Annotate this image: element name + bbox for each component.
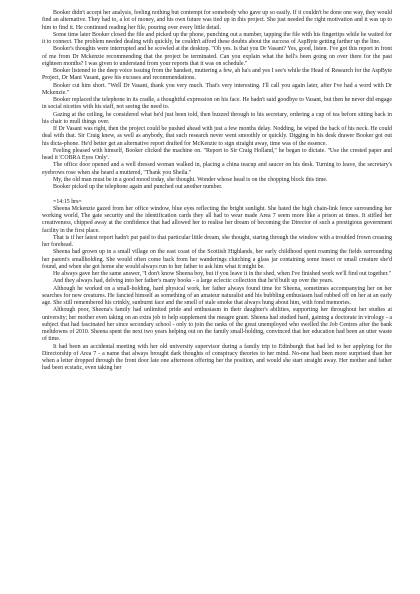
paragraph-9: Feeling pleased with himself, Booker clicked the machine on. "Report to Sir Craig Holland," he began to dictate. "Use the crested paper and head it 'COBRA Eyes Only'. <box>42 147 392 161</box>
paragraph-2: Some time later Booker closed the file and picked up the phone, punching out a number, tapping the file with his fingertips while he waited for it to connect. The problem needed dealing with quickly, he couldn't afford these doubts about the success of AspByte getting farther up the line. <box>42 31 392 45</box>
paragraph-5: Booker cut him short. "Well Dr Vasant, thank you very much. That's very interesting. I'll call you again later, after I've had a word with Dr Mckenzie." <box>42 82 392 96</box>
paragraph-14: That is if her latest report hadn't put paid to that particular little dream, she thought, staring through the window with a troubled frown creasing her forehead. <box>42 234 392 248</box>
paragraph-8: If Dr Vasant was right, then the project could be pushed ahead with just a few months delay. Nodding, he wiped the back of his neck. He could deal with that. Sir Craig knew, as well as anybody, that such research never went smoothly or quickly. Digging in his desk drawer Booker got out his dicta-phone. He'd better get an alternative report drafted for McKenzie to sign straight away, time was of the essence. <box>42 126 392 147</box>
paragraph-7: Gazing at the ceiling, he considered what he'd just been told, then buzzed through to his secretary, ordering a cup of tea before sitting back in his chair to mull things over. <box>42 111 392 125</box>
paragraph-6: Booker replaced the telephone in its cradle, a thoughtful expression on his face. He hadn't said goodbye to Vasant, but then he never did engage in social niceties with his staff, not seeing the need to. <box>42 97 392 111</box>
paragraph-15: Sheena had grown up in a small village on the east coast of the Scottish Highlands, her early childhood spent roaming the fields surrounding her parent's smallholding. She would often come back from her wanderings clutching a glass jar containing some insect or small creature she'd found, and when she got home she would always run to her father to ask him what it might be. <box>42 249 392 270</box>
paragraph-18: Although he worked on a small-holding, hard physical work, her father always found time for Sheena, sometimes accompanying her on her searches for new creatures. He fancied himself as something of an amateur naturalist and his bubbling enthusiasm had rubbed off on her at an early age. She still remembered his crinkly, sunburnt face and the smell of stale smoke that always hung about him, with fond memories. <box>42 285 392 306</box>
paragraph-4: Booker listened to the deep voice issuing from the handset, muttering a few, ah ha's and yes I see's while the Head of Research for the AspByte Project, Dr Mani Vasant, gave his excuses and recommendations. <box>42 68 392 82</box>
paragraph-1: Booker didn't accept her analysis, feeling nothing but contempt for somebody who gave up so easily. If it couldn't be done one way, they would find an alternative. They had to, a lot of money, and his own future was tied up in this project. She just needed the right motivation and it was up to him to find it. He continued reading her file, pouring over every little detail. <box>42 10 392 31</box>
scene-break-timestamp: =14:15 hrs= <box>53 198 82 205</box>
paragraph-19: Although poor, Sheena's family had unlimited pride and enthusiasm in their daughter's abilities, supporting her throughout her studies at university; her mother even taking on an extra job to help supplement the meagre grant. Sheena had studied hard, gaining a doctorate in virology - a subject that had fascinated her since secondary school - only to join the ranks of the great unemployed who swelled the Job Centres after the bank meltdowns of 2010. Sheena spent the next two years helping out on the family small-holding, convinced that her education had been an utter waste of time. <box>42 307 392 343</box>
paragraph-10: The office door opened and a well dressed woman walked in, placing a china teacup and saucer on his desk. Turning to leave, the secretary's eyebrows rose when she heard a muttered, "Thank you Sheila." <box>42 162 392 176</box>
paragraph-17: And they always had, delving into her father's many books - a large eclectic collection that he'd built up over the years. <box>53 278 334 285</box>
paragraph-13: Sheena Mckenzie gazed from her office window, blue eyes reflecting the bright sunlight. She hated the high chain-link fence surrounding her working world, The gate security and the identification cards they all had to wear made Area 7 seem more like a prison at times. It stifled her creativeness, chipped away at the confidence that had allowed her to realise her dream of becoming the Director of such a prestigious government facility in the first place. <box>42 205 392 234</box>
paragraph-20: It had been an accidental meeting with her old university supervisor during a family trip to Edinburgh that had led to her applying for the Directorship of Area 7 - a name that always brought dark thoughts of conspiracy theories to her mind. No-one had been more surprised than her when a letter dropped through the front door late one afternoon offering her the position, and would she start straight away. Her mother and father had been ecstatic, even taking her <box>42 343 392 372</box>
paragraph-16: He always gave her the same answer, "I don't know Sheena boy, but if you leave it in the shed, when I've finished work we'll find out together." <box>53 271 391 277</box>
paragraph-12: Booker picked up the telephone again and punched out another number. <box>53 184 223 190</box>
paragraph-11: My, the old man must be in a good mood today, she thought. Wonder whose head is on the chopping block this time. <box>53 176 328 183</box>
paragraph-3: Booker's thoughts were interrupted and he scowled at the desktop. "Oh yes. Is that you Dr Vasant? Yes, good, listen. I've got this report in front of me from Dr Mckenzie recommending that the project be terminated. Can you explain what the hell's been going on over there for the past eighteen months? I was given to understand from your reports that it was on schedule." <box>42 46 392 67</box>
